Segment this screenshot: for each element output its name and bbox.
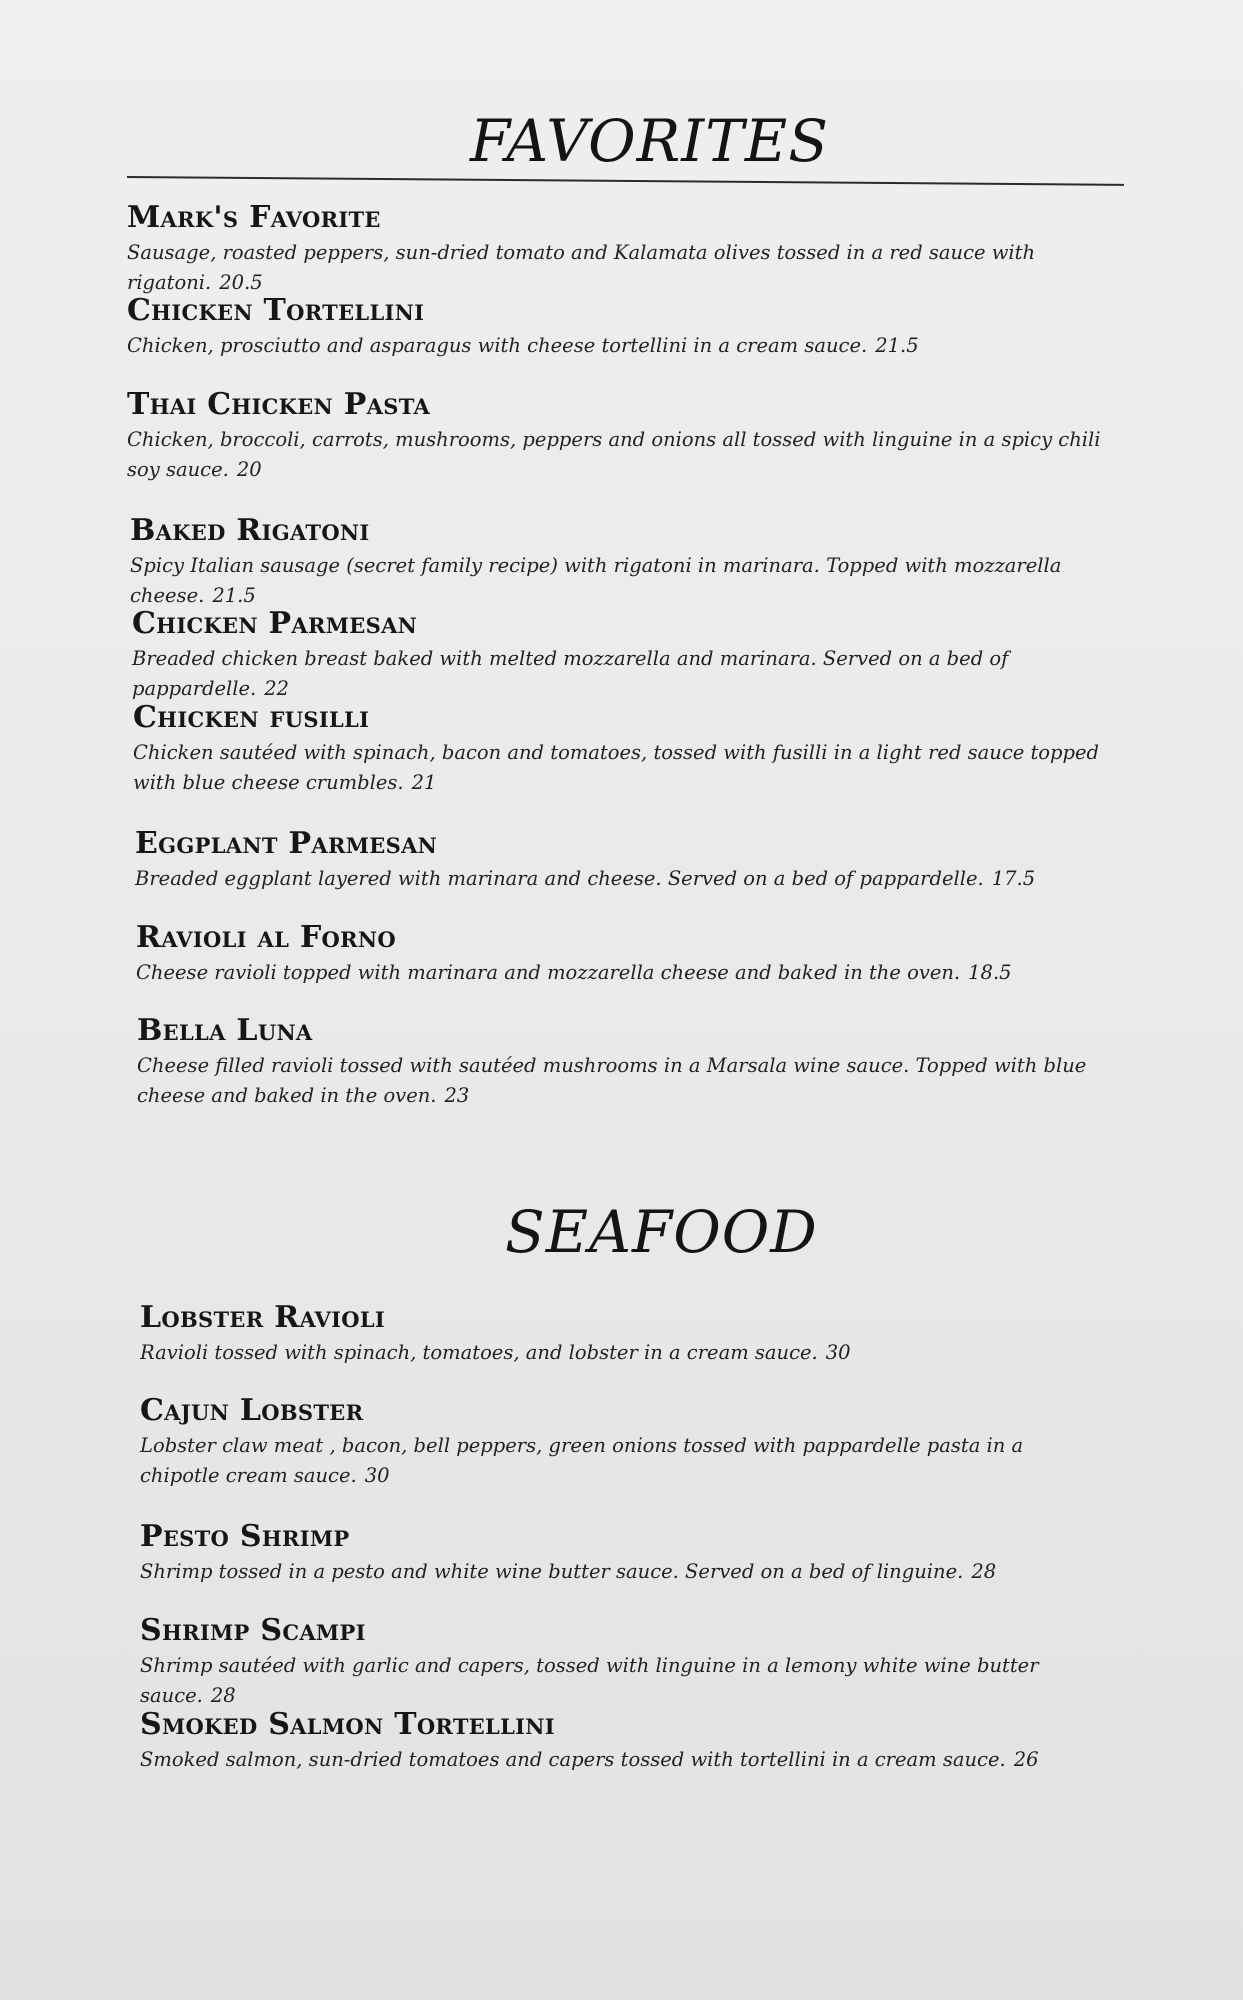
- menu-item: [127, 293, 1127, 361]
- item-description: Cheese filled ravioli tossed with sautéed mushrooms in a Marsala wine sauce. Topped with blue cheese and baked in the oven. 23: [137, 1054, 1087, 1107]
- item-name: Cajun Lobster: [140, 1393, 364, 1428]
- item-name: Chicken Tortellini: [127, 293, 425, 328]
- item-description: Shrimp tossed in a pesto and white wine butter sauce. Served on a bed of linguine. 28: [140, 1560, 997, 1583]
- menu-item: [140, 1300, 1140, 1368]
- item-price: 17.5: [991, 867, 1036, 890]
- item-price: 21.5: [875, 334, 919, 357]
- menu-item: [130, 513, 1130, 611]
- item-name: Pesto Shrimp: [140, 1519, 350, 1554]
- favorites-title: FAVORITES: [470, 107, 829, 175]
- item-price: 20.5: [219, 271, 263, 294]
- item-description: Spicy Italian sausage (secret family recipe) with rigatoni in marinara. Topped with mozzarella cheese. 21.5: [130, 554, 1062, 607]
- item-description: Chicken sautéed with spinach, bacon and tomatoes, tossed with fusilli in a light red sauce topped with blue cheese crumbles. 21: [133, 741, 1100, 794]
- menu-item: [140, 1393, 1090, 1491]
- item-price: 30: [364, 1464, 390, 1487]
- menu-item: [133, 700, 1108, 798]
- item-name: Thai Chicken Pasta: [127, 387, 431, 422]
- item-name: Eggplant Parmesan: [135, 826, 438, 861]
- item-price: 22: [264, 677, 290, 700]
- item-description: Breaded eggplant layered with marinara and cheese. Served on a bed of pappardelle. 17.5: [135, 867, 1036, 890]
- item-description: Chicken, prosciutto and asparagus with cheese tortellini in a cream sauce. 21.5: [127, 334, 919, 357]
- item-description: Smoked salmon, sun-dried tomatoes and capers tossed with tortellini in a cream sauce. 26: [140, 1748, 1039, 1771]
- favorites-divider: [127, 176, 1124, 186]
- item-price: 18.5: [968, 961, 1012, 984]
- menu-item: [127, 200, 1127, 298]
- menu-item: [132, 606, 1132, 704]
- item-name: Chicken Parmesan: [132, 606, 418, 641]
- seafood-title: SEAFOOD: [505, 1198, 818, 1266]
- menu-item: [136, 920, 1136, 988]
- item-price: 28: [210, 1684, 236, 1707]
- item-price: 26: [1013, 1748, 1039, 1771]
- menu-item: [140, 1613, 1140, 1711]
- item-name: Mark's Favorite: [127, 200, 381, 235]
- item-description: Shrimp sautéed with garlic and capers, tossed with linguine in a lemony white wine butter sauce. 28: [140, 1654, 1039, 1707]
- item-name: Baked Rigatoni: [130, 513, 370, 548]
- item-description: Chicken, broccoli, carrots, mushrooms, peppers and onions all tossed with linguine in a spicy chili soy sauce. 20: [127, 428, 1101, 481]
- item-price: 30: [825, 1341, 851, 1364]
- item-description: Breaded chicken breast baked with melted mozzarella and marinara. Served on a bed of pappardelle. 22: [132, 647, 1009, 700]
- menu-item: [135, 826, 1135, 894]
- menu-item: [127, 387, 1117, 485]
- menu-item: [140, 1707, 1140, 1775]
- menu-item: [140, 1519, 1140, 1587]
- item-description: Sausage, roasted peppers, sun-dried tomato and Kalamata olives tossed in a red sauce with rigatoni. 20.5: [127, 241, 1036, 294]
- item-name: Lobster Ravioli: [140, 1300, 386, 1335]
- item-price: 28: [971, 1560, 997, 1583]
- item-name: Chicken fusilli: [133, 700, 370, 735]
- item-price: 21: [411, 771, 437, 794]
- item-name: Ravioli al Forno: [136, 920, 396, 955]
- item-price: 20: [236, 458, 262, 481]
- item-name: Bella Luna: [137, 1013, 313, 1048]
- item-description: Cheese ravioli topped with marinara and mozzarella cheese and baked in the oven. 18.5: [136, 961, 1012, 984]
- menu-item: [137, 1013, 1112, 1111]
- item-name: Smoked Salmon Tortellini: [140, 1707, 555, 1742]
- item-name: Shrimp Scampi: [140, 1613, 366, 1648]
- item-price: 21.5: [212, 584, 256, 607]
- item-price: 23: [444, 1084, 470, 1107]
- item-description: Ravioli tossed with spinach, tomatoes, and lobster in a cream sauce. 30: [140, 1341, 851, 1364]
- item-description: Lobster claw meat , bacon, bell peppers, green onions tossed with pappardelle pasta in a chipotle cream sauce. 30: [140, 1434, 1024, 1487]
